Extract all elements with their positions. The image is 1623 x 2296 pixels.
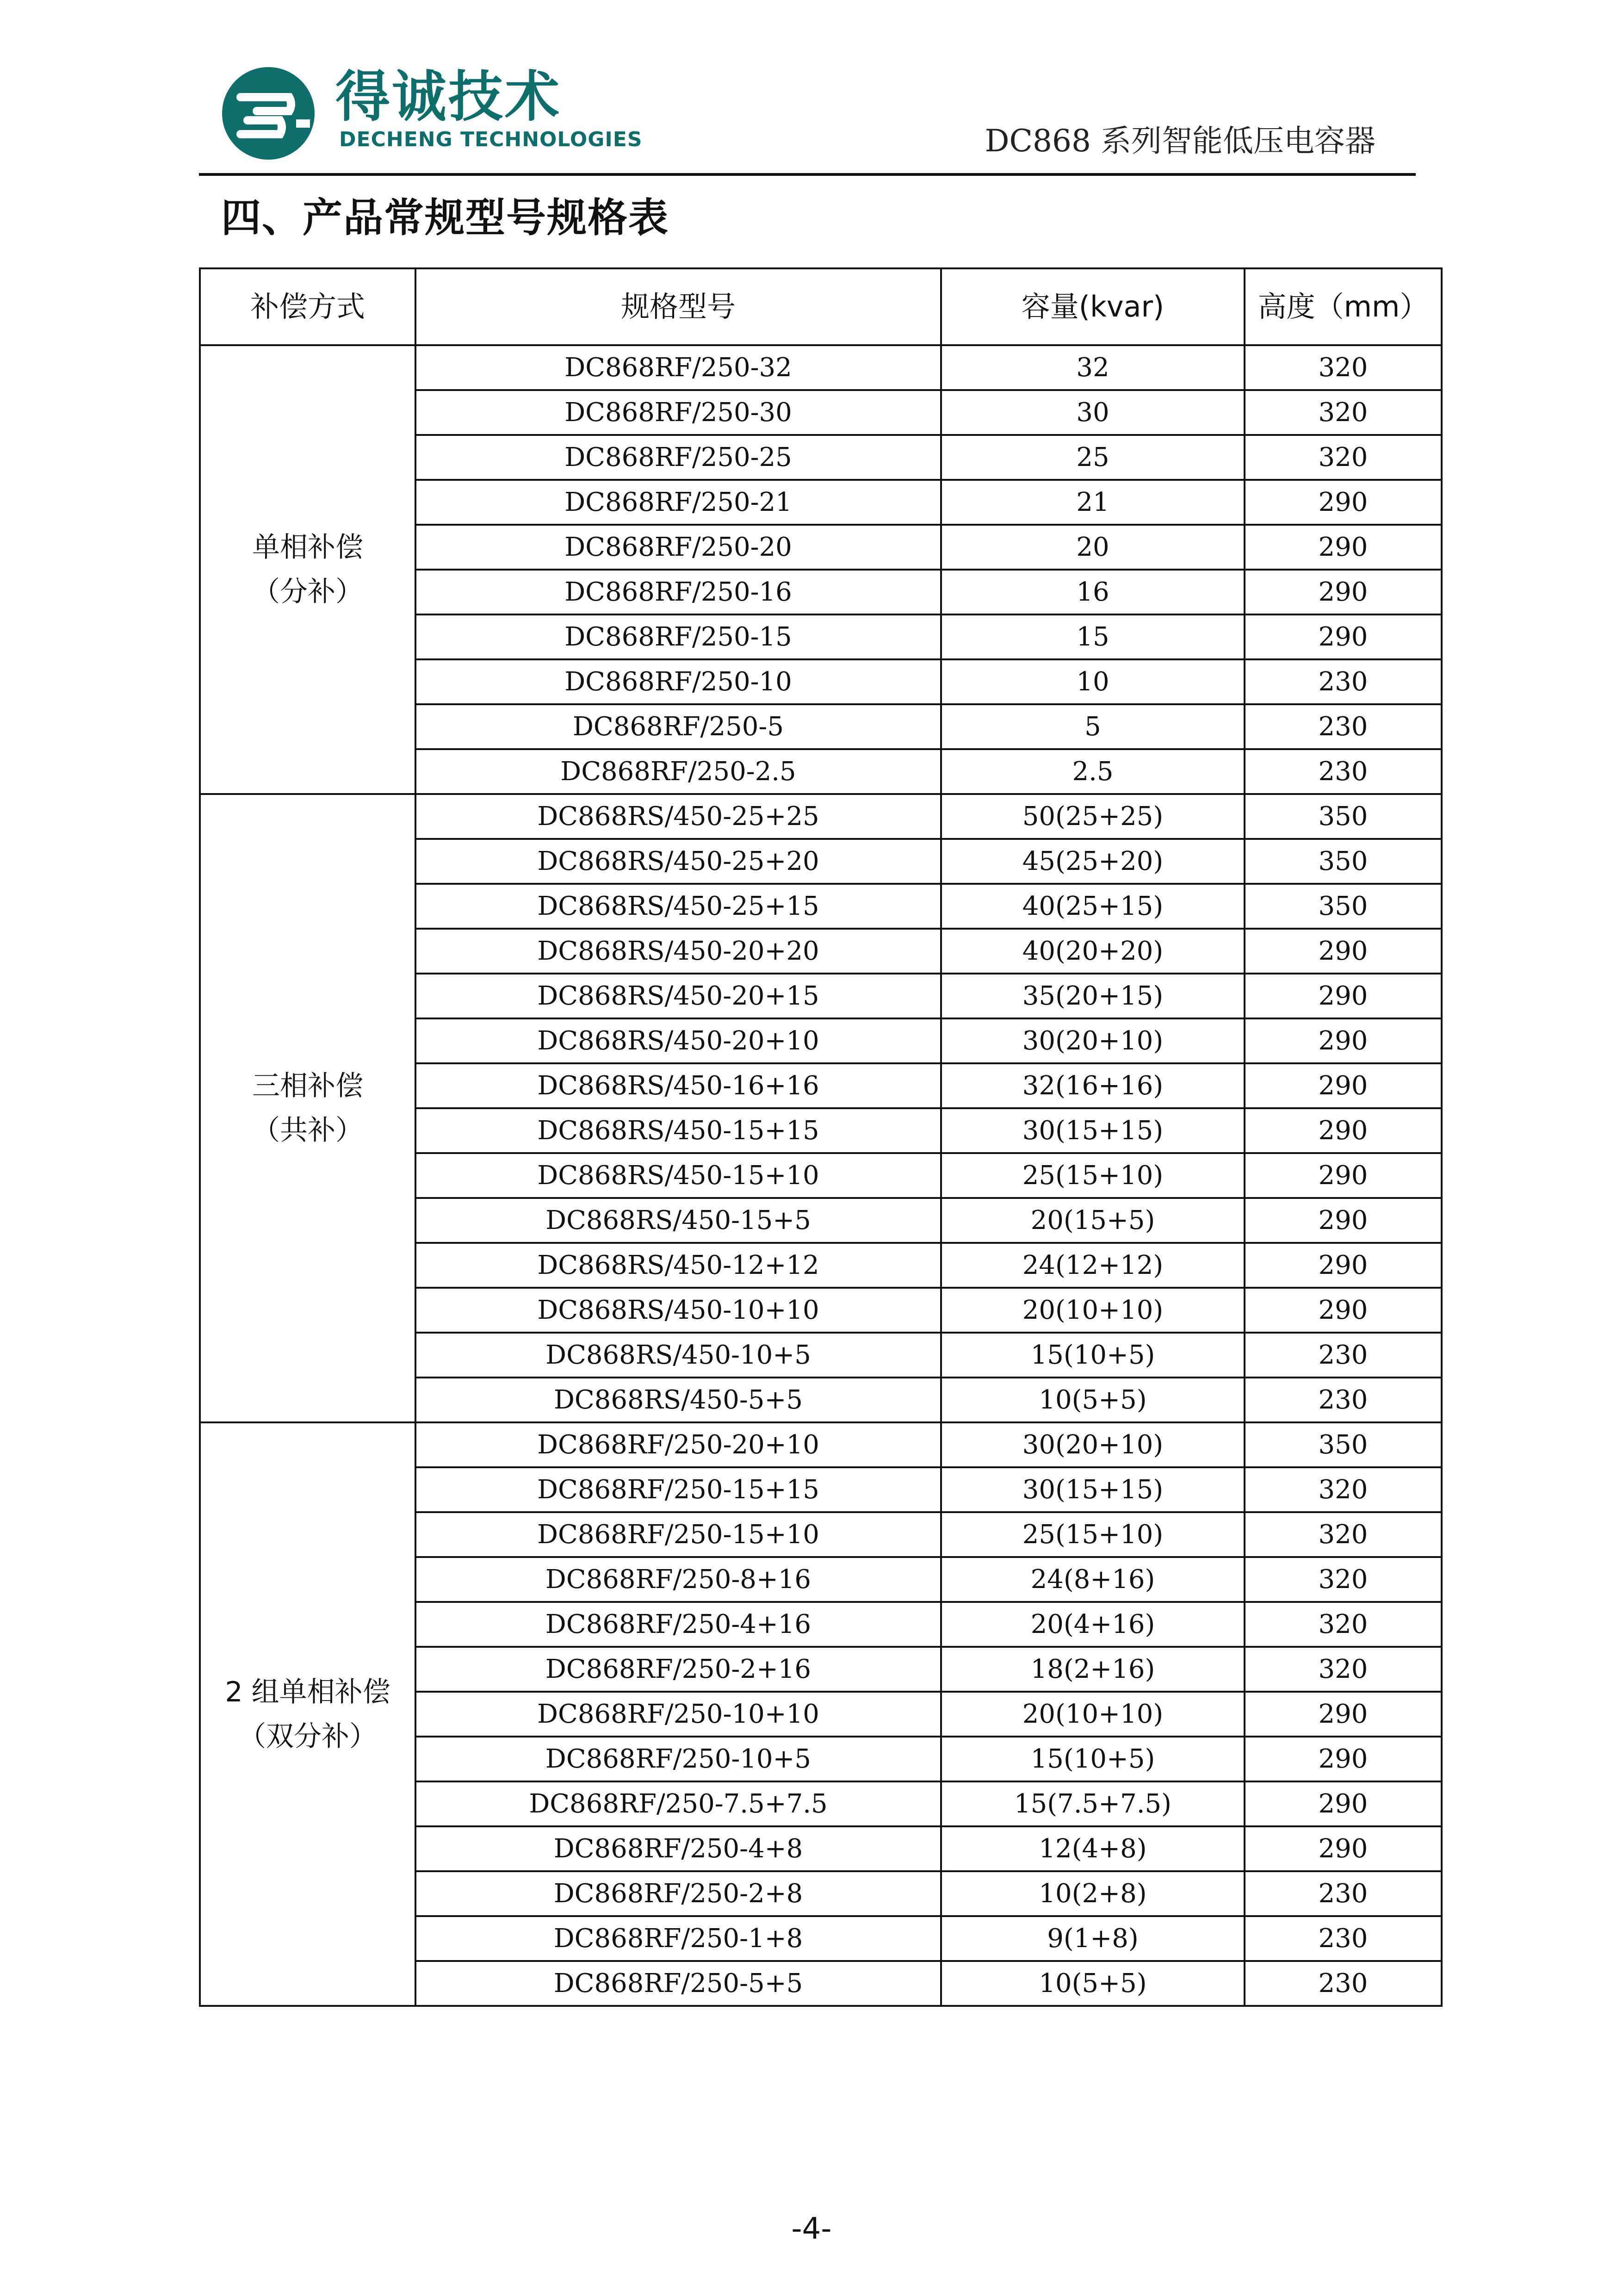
height-cell: 290 <box>1245 1692 1442 1737</box>
height-cell: 290 <box>1245 929 1442 974</box>
model-cell: DC868RS/450-25+15 <box>415 884 941 929</box>
compensation-mode-name: 单相补偿 <box>252 531 363 564</box>
height-cell: 290 <box>1245 614 1442 659</box>
height-cell: 290 <box>1245 1288 1442 1333</box>
capacity-cell: 10(2+8) <box>941 1871 1245 1916</box>
model-cell: DC868RF/250-10+5 <box>415 1737 941 1781</box>
capacity-cell: 12(4+8) <box>941 1826 1245 1871</box>
model-cell: DC868RF/250-15+15 <box>415 1467 941 1512</box>
height-cell: 290 <box>1245 1153 1442 1198</box>
capacity-cell: 32(16+16) <box>941 1063 1245 1108</box>
model-cell: DC868RF/250-32 <box>415 345 941 390</box>
model-cell: DC868RS/450-12+12 <box>415 1243 941 1288</box>
capacity-cell: 30 <box>941 390 1245 435</box>
height-cell: 290 <box>1245 1243 1442 1288</box>
capacity-cell: 15(10+5) <box>941 1333 1245 1378</box>
model-cell: DC868RS/450-16+16 <box>415 1063 941 1108</box>
capacity-cell: 20(15+5) <box>941 1198 1245 1243</box>
model-cell: DC868RF/250-10+10 <box>415 1692 941 1737</box>
capacity-cell: 2.5 <box>941 749 1245 794</box>
model-cell: DC868RF/250-15+10 <box>415 1512 941 1557</box>
capacity-cell: 20 <box>941 525 1245 570</box>
height-cell: 350 <box>1245 839 1442 884</box>
table-header-row <box>200 268 1442 345</box>
model-cell: DC868RF/250-5+5 <box>415 1961 941 2006</box>
capacity-cell: 50(25+25) <box>941 794 1245 839</box>
model-cell: DC868RF/250-10 <box>415 659 941 704</box>
capacity-cell: 25(15+10) <box>941 1512 1245 1557</box>
model-cell: DC868RF/250-16 <box>415 570 941 614</box>
model-cell: DC868RF/250-4+16 <box>415 1602 941 1647</box>
height-cell: 290 <box>1245 1018 1442 1063</box>
model-cell: DC868RS/450-10+10 <box>415 1288 941 1333</box>
model-cell: DC868RF/250-15 <box>415 614 941 659</box>
capacity-cell: 10 <box>941 659 1245 704</box>
height-cell: 290 <box>1245 1737 1442 1781</box>
capacity-cell: 20(4+16) <box>941 1602 1245 1647</box>
header-capacity: 容量(kvar) <box>941 268 1245 345</box>
capacity-cell: 9(1+8) <box>941 1916 1245 1961</box>
capacity-cell: 15 <box>941 614 1245 659</box>
compensation-mode-note: （分补） <box>252 576 363 608</box>
height-cell: 290 <box>1245 480 1442 525</box>
height-cell: 320 <box>1245 1467 1442 1512</box>
model-cell: DC868RF/250-5 <box>415 704 941 749</box>
page-number: -4- <box>791 2212 832 2246</box>
height-cell: 230 <box>1245 1333 1442 1378</box>
height-cell: 290 <box>1245 1781 1442 1826</box>
height-cell: 290 <box>1245 1826 1442 1871</box>
compensation-mode-note: （共补） <box>252 1114 363 1147</box>
table-row <box>200 345 1442 390</box>
model-cell: DC868RF/250-20+10 <box>415 1422 941 1467</box>
section-title: 四、产品常规型号规格表 <box>221 195 669 241</box>
capacity-cell: 15(10+5) <box>941 1737 1245 1781</box>
capacity-cell: 25(15+10) <box>941 1153 1245 1198</box>
header-compensation-mode: 补偿方式 <box>200 268 415 345</box>
height-cell: 290 <box>1245 1063 1442 1108</box>
compensation-mode-cell <box>200 345 415 794</box>
capacity-cell: 30(20+10) <box>941 1018 1245 1063</box>
brand-name-cn: 得诚技术 <box>335 65 562 129</box>
height-cell: 350 <box>1245 1422 1442 1467</box>
capacity-cell: 5 <box>941 704 1245 749</box>
height-cell: 320 <box>1245 1647 1442 1692</box>
model-cell: DC868RF/250-4+8 <box>415 1826 941 1871</box>
brand-name-en: DECHENG TECHNOLOGIES <box>339 128 643 151</box>
model-cell: DC868RF/250-20 <box>415 525 941 570</box>
height-cell: 350 <box>1245 884 1442 929</box>
height-cell: 230 <box>1245 1871 1442 1916</box>
model-cell: DC868RF/250-8+16 <box>415 1557 941 1602</box>
height-cell: 290 <box>1245 525 1442 570</box>
model-cell: DC868RS/450-25+25 <box>415 794 941 839</box>
height-cell: 320 <box>1245 1557 1442 1602</box>
compensation-mode-note: （双分补） <box>238 1720 377 1753</box>
table-row <box>200 794 1442 839</box>
capacity-cell: 10(5+5) <box>941 1378 1245 1422</box>
header-model: 规格型号 <box>415 268 941 345</box>
capacity-cell: 21 <box>941 480 1245 525</box>
model-cell: DC868RS/450-15+15 <box>415 1108 941 1153</box>
model-cell: DC868RF/250-2.5 <box>415 749 941 794</box>
capacity-cell: 30(15+15) <box>941 1467 1245 1512</box>
model-cell: DC868RF/250-30 <box>415 390 941 435</box>
capacity-cell: 45(25+20) <box>941 839 1245 884</box>
model-cell: DC868RF/250-21 <box>415 480 941 525</box>
compensation-mode-name: 三相补偿 <box>252 1070 363 1102</box>
capacity-cell: 40(20+20) <box>941 929 1245 974</box>
model-cell: DC868RS/450-15+5 <box>415 1198 941 1243</box>
height-cell: 290 <box>1245 1108 1442 1153</box>
model-cell: DC868RF/250-2+16 <box>415 1647 941 1692</box>
height-cell: 230 <box>1245 1961 1442 2006</box>
capacity-cell: 20(10+10) <box>941 1288 1245 1333</box>
model-cell: DC868RS/450-20+15 <box>415 974 941 1018</box>
height-cell: 230 <box>1245 1378 1442 1422</box>
header-divider <box>199 173 1416 176</box>
capacity-cell: 18(2+16) <box>941 1647 1245 1692</box>
capacity-cell: 35(20+15) <box>941 974 1245 1018</box>
model-cell: DC868RS/450-10+5 <box>415 1333 941 1378</box>
height-cell: 290 <box>1245 570 1442 614</box>
table-row <box>200 1422 1442 1467</box>
compensation-mode-cell <box>200 794 415 1422</box>
height-cell: 290 <box>1245 1198 1442 1243</box>
height-cell: 230 <box>1245 749 1442 794</box>
model-cell: DC868RS/450-15+10 <box>415 1153 941 1198</box>
compensation-mode-name: 2 组单相补偿 <box>225 1675 390 1708</box>
capacity-cell: 10(5+5) <box>941 1961 1245 2006</box>
capacity-cell: 32 <box>941 345 1245 390</box>
height-cell: 350 <box>1245 794 1442 839</box>
model-cell: DC868RF/250-7.5+7.5 <box>415 1781 941 1826</box>
height-cell: 320 <box>1245 1602 1442 1647</box>
header-height: 高度（mm） <box>1245 268 1442 345</box>
height-cell: 320 <box>1245 1512 1442 1557</box>
height-cell: 320 <box>1245 435 1442 480</box>
capacity-cell: 15(7.5+7.5) <box>941 1781 1245 1826</box>
decheng-logo-icon <box>220 65 317 162</box>
capacity-cell: 30(15+15) <box>941 1108 1245 1153</box>
model-cell: DC868RS/450-25+20 <box>415 839 941 884</box>
capacity-cell: 20(10+10) <box>941 1692 1245 1737</box>
compensation-mode-cell <box>200 1422 415 2006</box>
model-cell: DC868RS/450-20+20 <box>415 929 941 974</box>
model-cell: DC868RS/450-20+10 <box>415 1018 941 1063</box>
height-cell: 230 <box>1245 704 1442 749</box>
height-cell: 290 <box>1245 974 1442 1018</box>
spec-table <box>199 267 1443 2007</box>
capacity-cell: 16 <box>941 570 1245 614</box>
capacity-cell: 25 <box>941 435 1245 480</box>
table-body <box>200 345 1442 2006</box>
capacity-cell: 24(12+12) <box>941 1243 1245 1288</box>
height-cell: 320 <box>1245 390 1442 435</box>
document-title: DC868 系列智能低压电容器 <box>985 123 1375 159</box>
model-cell: DC868RS/450-5+5 <box>415 1378 941 1422</box>
capacity-cell: 24(8+16) <box>941 1557 1245 1602</box>
model-cell: DC868RF/250-25 <box>415 435 941 480</box>
height-cell: 320 <box>1245 345 1442 390</box>
capacity-cell: 40(25+15) <box>941 884 1245 929</box>
model-cell: DC868RF/250-2+8 <box>415 1871 941 1916</box>
model-cell: DC868RF/250-1+8 <box>415 1916 941 1961</box>
height-cell: 230 <box>1245 659 1442 704</box>
height-cell: 230 <box>1245 1916 1442 1961</box>
capacity-cell: 30(20+10) <box>941 1422 1245 1467</box>
